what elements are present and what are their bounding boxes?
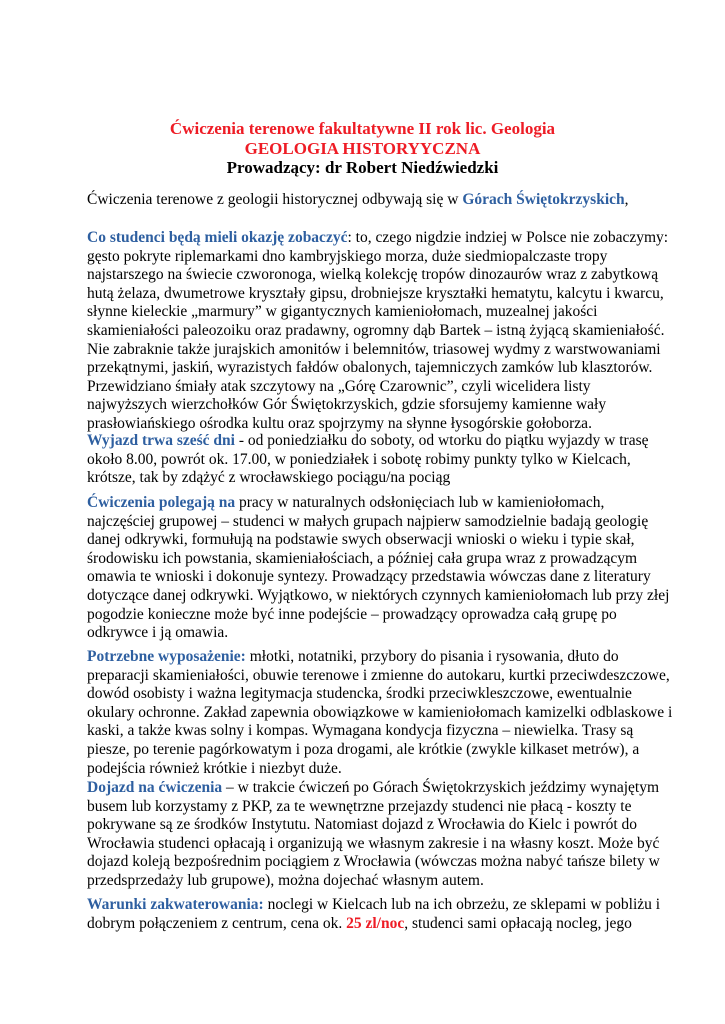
intro-paragraph bbox=[87, 191, 647, 210]
section-heading: Co studenci będą mieli okazję zobaczyć bbox=[87, 229, 348, 246]
section-exercises bbox=[87, 494, 670, 643]
section-line: pracy w naturalnych odsłonięciach lub w kamieniołomach, bbox=[235, 494, 605, 511]
section-line: – w trakcie ćwiczeń po Górach Świętokrzyskich jeździmy wynajętym bbox=[222, 779, 660, 796]
section-heading: Ćwiczenia polegają na bbox=[87, 494, 236, 511]
section-line: młotki, notatniki, przybory do pisania i rysowania, dłuto do bbox=[245, 648, 619, 665]
intro-tail: , bbox=[624, 191, 629, 208]
section-accommodation bbox=[87, 896, 661, 933]
section-line: : to, czego nigdzie indziej w Polsce nie zobaczymy: bbox=[347, 229, 669, 246]
section-line: przedsprzedaży lub grupowe), można dojechać własnym autem. bbox=[87, 871, 484, 889]
section-line: najczęściej grupowej – studenci w małych grupach najpierw samodzielnie badają geologię bbox=[87, 512, 649, 530]
section-line: okulary ochronne. Zakład zapewnia obowiązkowe w kamieniołomach kamizelki odblaskowe i bbox=[87, 703, 673, 721]
section-line: omawia te wnioski i dokonuje syntezy. Prowadzący przedstawia wówczas dane z literatury bbox=[87, 568, 651, 586]
section-line: dojazd koleją bezpośrednim pociągiem z Wrocławia (wówczas można nabyć tańsze bilety w bbox=[87, 853, 660, 871]
section-heading: Potrzebne wyposażenie: bbox=[87, 648, 246, 665]
section-duration bbox=[87, 432, 647, 488]
section-line: Wrocławia studenci opłacają i organizują we własnym zakresie i na własny koszt. Może być bbox=[87, 834, 660, 852]
price-highlight: 25 zl/noc bbox=[346, 914, 405, 932]
section-line: Przewidziano śmiały atak szczytowy na „Górę Czarownic”, czyli wicelidera listy bbox=[87, 377, 591, 395]
section-line: hutą żelaza, dwumetrowe kryształy gipsu, drobniejsze kryształki hematytu, kalcytu i kwarcu, bbox=[87, 284, 664, 302]
section-line: piesze, po terenie pagórkowatym i poza drogami, ale krótkie (zwykle kilkaset metrów), a bbox=[87, 740, 640, 758]
section-line: odkrywce i ją omawia. bbox=[87, 624, 229, 642]
section-line: gęsto pokryte riplemarkami dno kambryjskiego morza, duże siedmiopalczaste tropy bbox=[87, 247, 608, 265]
section-line: - od poniedziałku do soboty, od wtorku do piątku wyjazdy w trasę bbox=[234, 432, 649, 449]
intro-highlight: Górach Świętokrzyskich bbox=[462, 191, 625, 208]
section-line: danej odkrywki, formułują na podstawie swych obserwacji wnioski o wieku i typie skał, bbox=[87, 531, 635, 549]
section-line: busem lub korzystamy z PKP, za te wewnętrzne przejazdy studenci nie płacą - koszty te bbox=[87, 797, 632, 815]
document-subtitle: GEOLOGIA HISTORYYCZNA bbox=[244, 139, 481, 158]
section-line: prasłowiańskiego ośrodka kultu oraz spojrzymy na słynne łysogórskie gołoborza. bbox=[87, 414, 592, 432]
section-line: Nie zabraknie także jurajskich amonitów i belemnitów, triasowej wydmy z warstwowaniami bbox=[87, 340, 661, 358]
section-line: , studenci sami opłacają nocleg, jego bbox=[404, 914, 632, 932]
section-line: skamieniałości paleozoiku oraz pradawny, ogromny dąb Bartek – istną żyjącą skamieniałość. bbox=[87, 321, 665, 339]
section-line: noclegi w Kielcach lub na ich obrzeżu, ze sklepami w pobliżu i bbox=[263, 896, 661, 913]
section-heading: Warunki zakwaterowania: bbox=[87, 896, 264, 913]
section-line: najstarszego na świecie czworonoga, wielką kolekcję tropów dinozaurów wraz z zabytkową bbox=[87, 266, 659, 284]
section-line: preparacji skamieniałości, obuwie terenowe i zmienne do autokaru, kurtki przeciwdeszczowe, bbox=[87, 666, 670, 684]
document-instructor: Prowadzący: dr Robert Niedźwiedzki bbox=[226, 158, 499, 177]
section-line: dowód osobisty i ważna legitymacja studencka, środki przeciwkleszczowe, ewentualnie bbox=[87, 685, 632, 703]
section-line: kaski, a także kwas solny i kompas. Wymagana kondycja fizyczna – niewielka. Trasy są bbox=[87, 722, 634, 740]
section-line: podejścia również krótkie i niezbyt duże. bbox=[87, 759, 342, 777]
intro-text: Ćwiczenia terenowe z geologii historycznej odbywają się w bbox=[87, 191, 463, 208]
section-heading: Wyjazd trwa sześć dni bbox=[87, 432, 235, 449]
section-transport bbox=[87, 779, 660, 891]
section-line: słynne kieleckie „marmury” w gigantycznych kamieniołomach, muzealnej jakości bbox=[87, 303, 598, 321]
section-line: środowisku ich powstania, skamieniałościach, a później cała grupa wraz z prowadzącym bbox=[87, 549, 638, 567]
section-what-to-see bbox=[87, 229, 669, 434]
section-line: około 8.00, powrót ok. 17.00, w poniedziałek i sobotę robimy punkty tylko w Kielcach, bbox=[87, 450, 631, 468]
section-heading: Dojazd na ćwiczenia bbox=[87, 779, 223, 796]
section-line: dobrym połączeniem z centrum, cena ok. bbox=[87, 914, 347, 932]
section-line: krótsze, tak by zdążyć z wrocławskiego pociągu/na pociąg bbox=[87, 469, 451, 487]
section-equipment bbox=[87, 648, 673, 778]
section-line: przekątnymi, jaskiń, wyrazistych fałdów obalonych, tajemniczych zamków lub klasztorów. bbox=[87, 359, 653, 377]
document-title: Ćwiczenia terenowe fakultatywne II rok lic. Geologia bbox=[169, 119, 556, 138]
section-line: dotyczące danej odkrywki. Wyjątkowo, w niektórych czynnych kamieniołomach lub przy złej bbox=[87, 586, 670, 604]
section-line: najwyższych wierzchołków Gór Świętokrzyskich, gdzie sforsujemy kamienne wały bbox=[87, 396, 607, 414]
section-line: pogodzie konieczne może być inne podejście – prowadzący oprowadza całą grupę po bbox=[87, 605, 617, 623]
section-line: pokrywane są ze środków Instytutu. Natomiast dojazd z Wrocławia do Kielc i powrót do bbox=[87, 816, 638, 834]
